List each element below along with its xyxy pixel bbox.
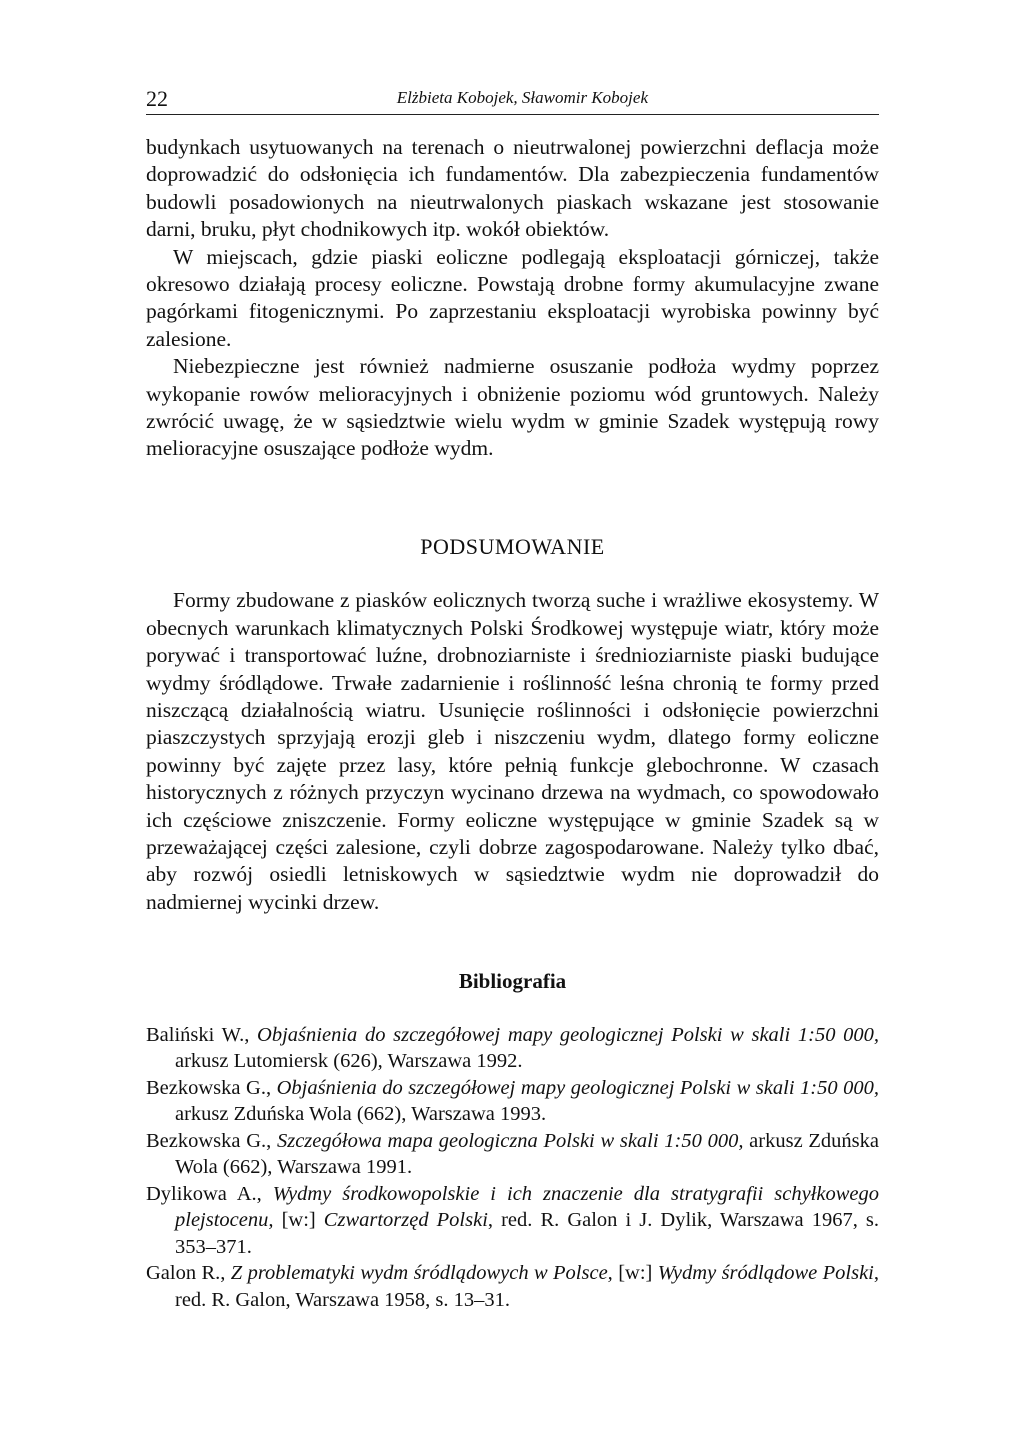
ref-author: Bezkowska G.,	[146, 1076, 277, 1099]
ref-title: Objaśnienia do szczegółowej mapy geologicznej Polski w skali 1:50 000,	[257, 1023, 880, 1046]
ref-details: arkusz Zduńska Wola (662), Warszawa 1993.	[175, 1103, 547, 1126]
page-header	[146, 82, 879, 115]
ref-details: arkusz Zduńska Wola (662), Warszawa 1991.	[175, 1129, 879, 1179]
paragraph: budynkach usytuowanych na terenach o nieutrwalonej powierzchni deflacja może doprowadzić do odsłonięcia ich fundamentów. Dla zabezpieczenia fundamentów budowli posadowionych na nieutrwalonych piaskach wskazane jest stosowanie darni, bruku, płyt chodnikowych itp. wokół obiektów.	[146, 135, 879, 242]
ref-title: Wydmy środkowopolskie i ich znaczenie dla stratygrafii schyłkowego plejstocenu,	[175, 1182, 879, 1232]
ref-details: [w:]	[612, 1262, 658, 1285]
section-title: PODSUMOWANIE	[420, 533, 605, 559]
running-head: Elżbieta Kobojek, Sławomir Kobojek	[396, 88, 648, 107]
reference-item	[146, 1075, 879, 1128]
bibliography-title: Bibliografia	[458, 969, 567, 994]
reference-item	[146, 1260, 879, 1313]
ref-author: Galon R.,	[146, 1262, 231, 1285]
ref-details: , red. R. Galon i J. Dylik, Warszawa 1967, s. 353–371.	[175, 1209, 880, 1258]
ref-author: Baliński W.,	[146, 1023, 258, 1046]
reference-list	[146, 1022, 879, 1314]
paragraph: Niebezpieczne jest również nadmierne osuszanie podłoża wydmy poprzez wykopanie rowów melioracyjnych i obniżenie poziomu wód gruntowych. Należy zwrócić uwagę, że w sąsiedztwie wielu wydm w gminie Szadek występują rowy melioracyjne osuszające podłoże wydm.	[146, 354, 879, 461]
ref-details: arkusz Lutomiersk (626), Warszawa 1992.	[175, 1050, 523, 1073]
ref-book-title: Wydmy śródlądowe Polski	[657, 1262, 874, 1285]
ref-author: Bezkowska G.,	[146, 1129, 277, 1152]
reference-item	[146, 1022, 879, 1075]
ref-title: Szczegółowa mapa geologiczna Polski w skali 1:50 000,	[276, 1129, 744, 1152]
summary-paragraph: Formy zbudowane z piasków eolicznych tworzą suche i wrażliwe ekosystemy. W obecnych warunkach klimatycznych Polski Środkowej występuje wiatr, który może porywać i transportować luźne, drobnoziarniste i średnioziarniste piaski budujące wydmy śródlądowe. Trwałe zadarnienie i roślinność leśna chronią te formy przed niszczącą działalnością wiatru. Usunięcie roślinności i odsłonięcie powierzchni piaszczystych sprzyjają erozji gleb i niszczeniu wydm, dlatego formy eoliczne powinny być zajęte przez lasy, które pełnią funkcje glebochronne. W czasach historycznych z różnych przyczyn wycinano drzewa na wydmach, co spowodowało ich częściowe zniszczenie. Formy eoliczne występujące w gminie Szadek są w przeważającej części zalesione, czyli dobrze zagospodarowane. Należy tylko dbać, aby rozwój osiedli letniskowych w sąsiedztwie wydm nie doprowadził do nadmiernej wycinki drzew.	[146, 588, 879, 914]
ref-details: , red. R. Galon, Warszawa 1958, s. 13–31.	[175, 1262, 879, 1311]
ref-author: Dylikowa A.,	[146, 1182, 273, 1205]
ref-title: Objaśnienia do szczegółowej mapy geologicznej Polski w skali 1:50 000,	[276, 1076, 880, 1099]
ref-book-title: Czwartorzęd Polski	[323, 1209, 488, 1232]
reference-item	[146, 1181, 879, 1261]
paragraph: W miejscach, gdzie piaski eoliczne podlegają eksploatacji górniczej, także okresowo działają procesy eoliczne. Powstają drobne formy akumulacyjne zwane pagórkami fitogenicznymi. Po zaprzestaniu eksploatacji wyrobiska powinny być zalesione.	[146, 244, 879, 351]
page-number: 22	[146, 86, 168, 111]
body-text	[146, 134, 879, 1313]
reference-item	[146, 1128, 879, 1181]
ref-title: Z problematyki wydm śródlądowych w Polsce,	[230, 1262, 613, 1285]
ref-details: [w:]	[273, 1209, 324, 1232]
